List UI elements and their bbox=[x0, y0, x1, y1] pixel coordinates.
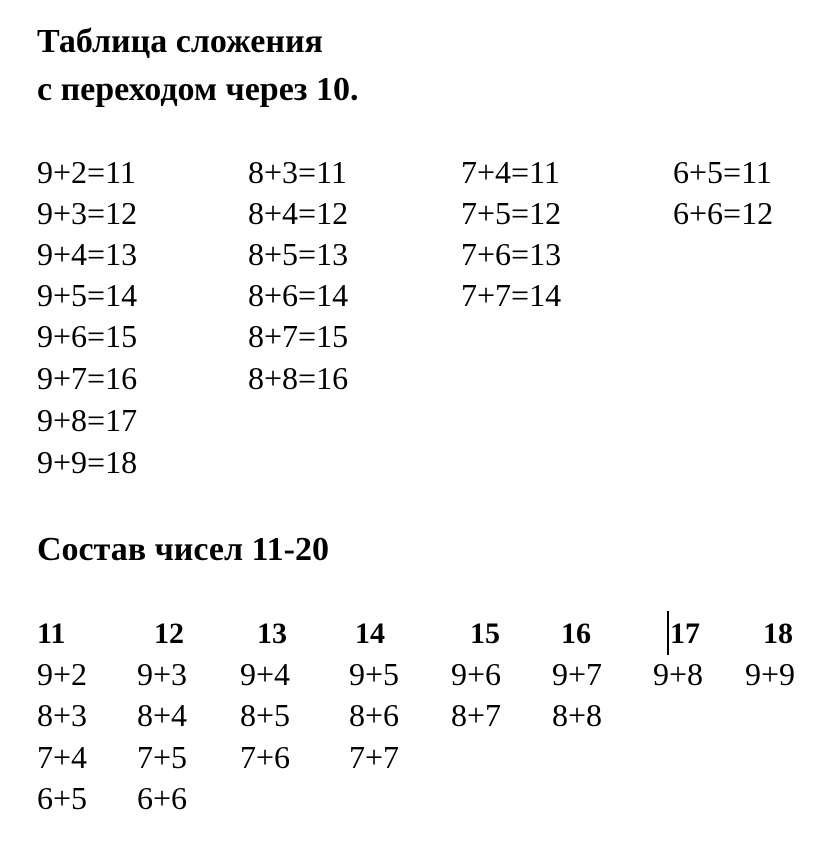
page-title-line-1: Таблица сложения bbox=[37, 23, 323, 60]
equation: 9+8=17 bbox=[37, 402, 138, 438]
equation: 8+4=12 bbox=[248, 195, 349, 231]
equation: 7+4=11 bbox=[461, 154, 560, 190]
sum-pair: 9+9 bbox=[745, 656, 796, 692]
sum-pair: 8+6 bbox=[349, 697, 400, 733]
equation: 9+7=16 bbox=[37, 360, 138, 396]
number-heading: 11 bbox=[37, 617, 66, 650]
equation: 6+5=11 bbox=[673, 154, 772, 190]
sum-pair: 8+8 bbox=[552, 697, 603, 733]
sum-pair: 9+6 bbox=[451, 656, 502, 692]
sum-pair: 9+7 bbox=[552, 656, 603, 692]
number-heading: 14 bbox=[355, 617, 385, 650]
equation: 7+7=14 bbox=[461, 277, 562, 313]
sum-pair: 9+4 bbox=[240, 656, 291, 692]
sum-pair: 7+5 bbox=[137, 739, 188, 775]
sum-pair: 7+7 bbox=[349, 739, 400, 775]
equation: 9+6=15 bbox=[37, 318, 138, 354]
sum-pair: 9+5 bbox=[349, 656, 400, 692]
sum-pair: 8+7 bbox=[451, 697, 502, 733]
composition-title: Состав чисел 11-20 bbox=[37, 531, 330, 568]
number-heading: 12 bbox=[154, 617, 184, 650]
number-heading: 18 bbox=[763, 617, 793, 650]
page-title-line-2: с переходом через 10. bbox=[37, 71, 359, 108]
number-heading: 17 bbox=[670, 617, 700, 650]
sum-pair: 8+4 bbox=[137, 697, 188, 733]
number-heading: 15 bbox=[470, 617, 500, 650]
equation: 9+2=11 bbox=[37, 154, 136, 190]
sum-pair: 9+8 bbox=[653, 656, 704, 692]
number-heading: 16 bbox=[561, 617, 591, 650]
sum-pair: 6+6 bbox=[137, 780, 188, 816]
sum-pair: 8+5 bbox=[240, 697, 291, 733]
sum-pair: 8+3 bbox=[37, 697, 88, 733]
sum-pair: 6+5 bbox=[37, 780, 88, 816]
equation: 7+5=12 bbox=[461, 195, 562, 231]
equation: 6+6=12 bbox=[673, 195, 774, 231]
number-heading: 13 bbox=[257, 617, 287, 650]
equation: 9+4=13 bbox=[37, 236, 138, 272]
equation: 8+8=16 bbox=[248, 360, 349, 396]
sum-pair: 7+4 bbox=[37, 739, 88, 775]
sum-pair: 7+6 bbox=[240, 739, 291, 775]
sum-pair: 9+3 bbox=[137, 656, 188, 692]
equation: 7+6=13 bbox=[461, 236, 562, 272]
text-cursor bbox=[667, 611, 669, 655]
sum-pair: 9+2 bbox=[37, 656, 88, 692]
equation: 9+5=14 bbox=[37, 277, 138, 313]
equation: 8+7=15 bbox=[248, 318, 349, 354]
equation: 9+9=18 bbox=[37, 444, 138, 480]
equation: 8+6=14 bbox=[248, 277, 349, 313]
equation: 8+5=13 bbox=[248, 236, 349, 272]
equation: 8+3=11 bbox=[248, 154, 347, 190]
equation: 9+3=12 bbox=[37, 195, 138, 231]
